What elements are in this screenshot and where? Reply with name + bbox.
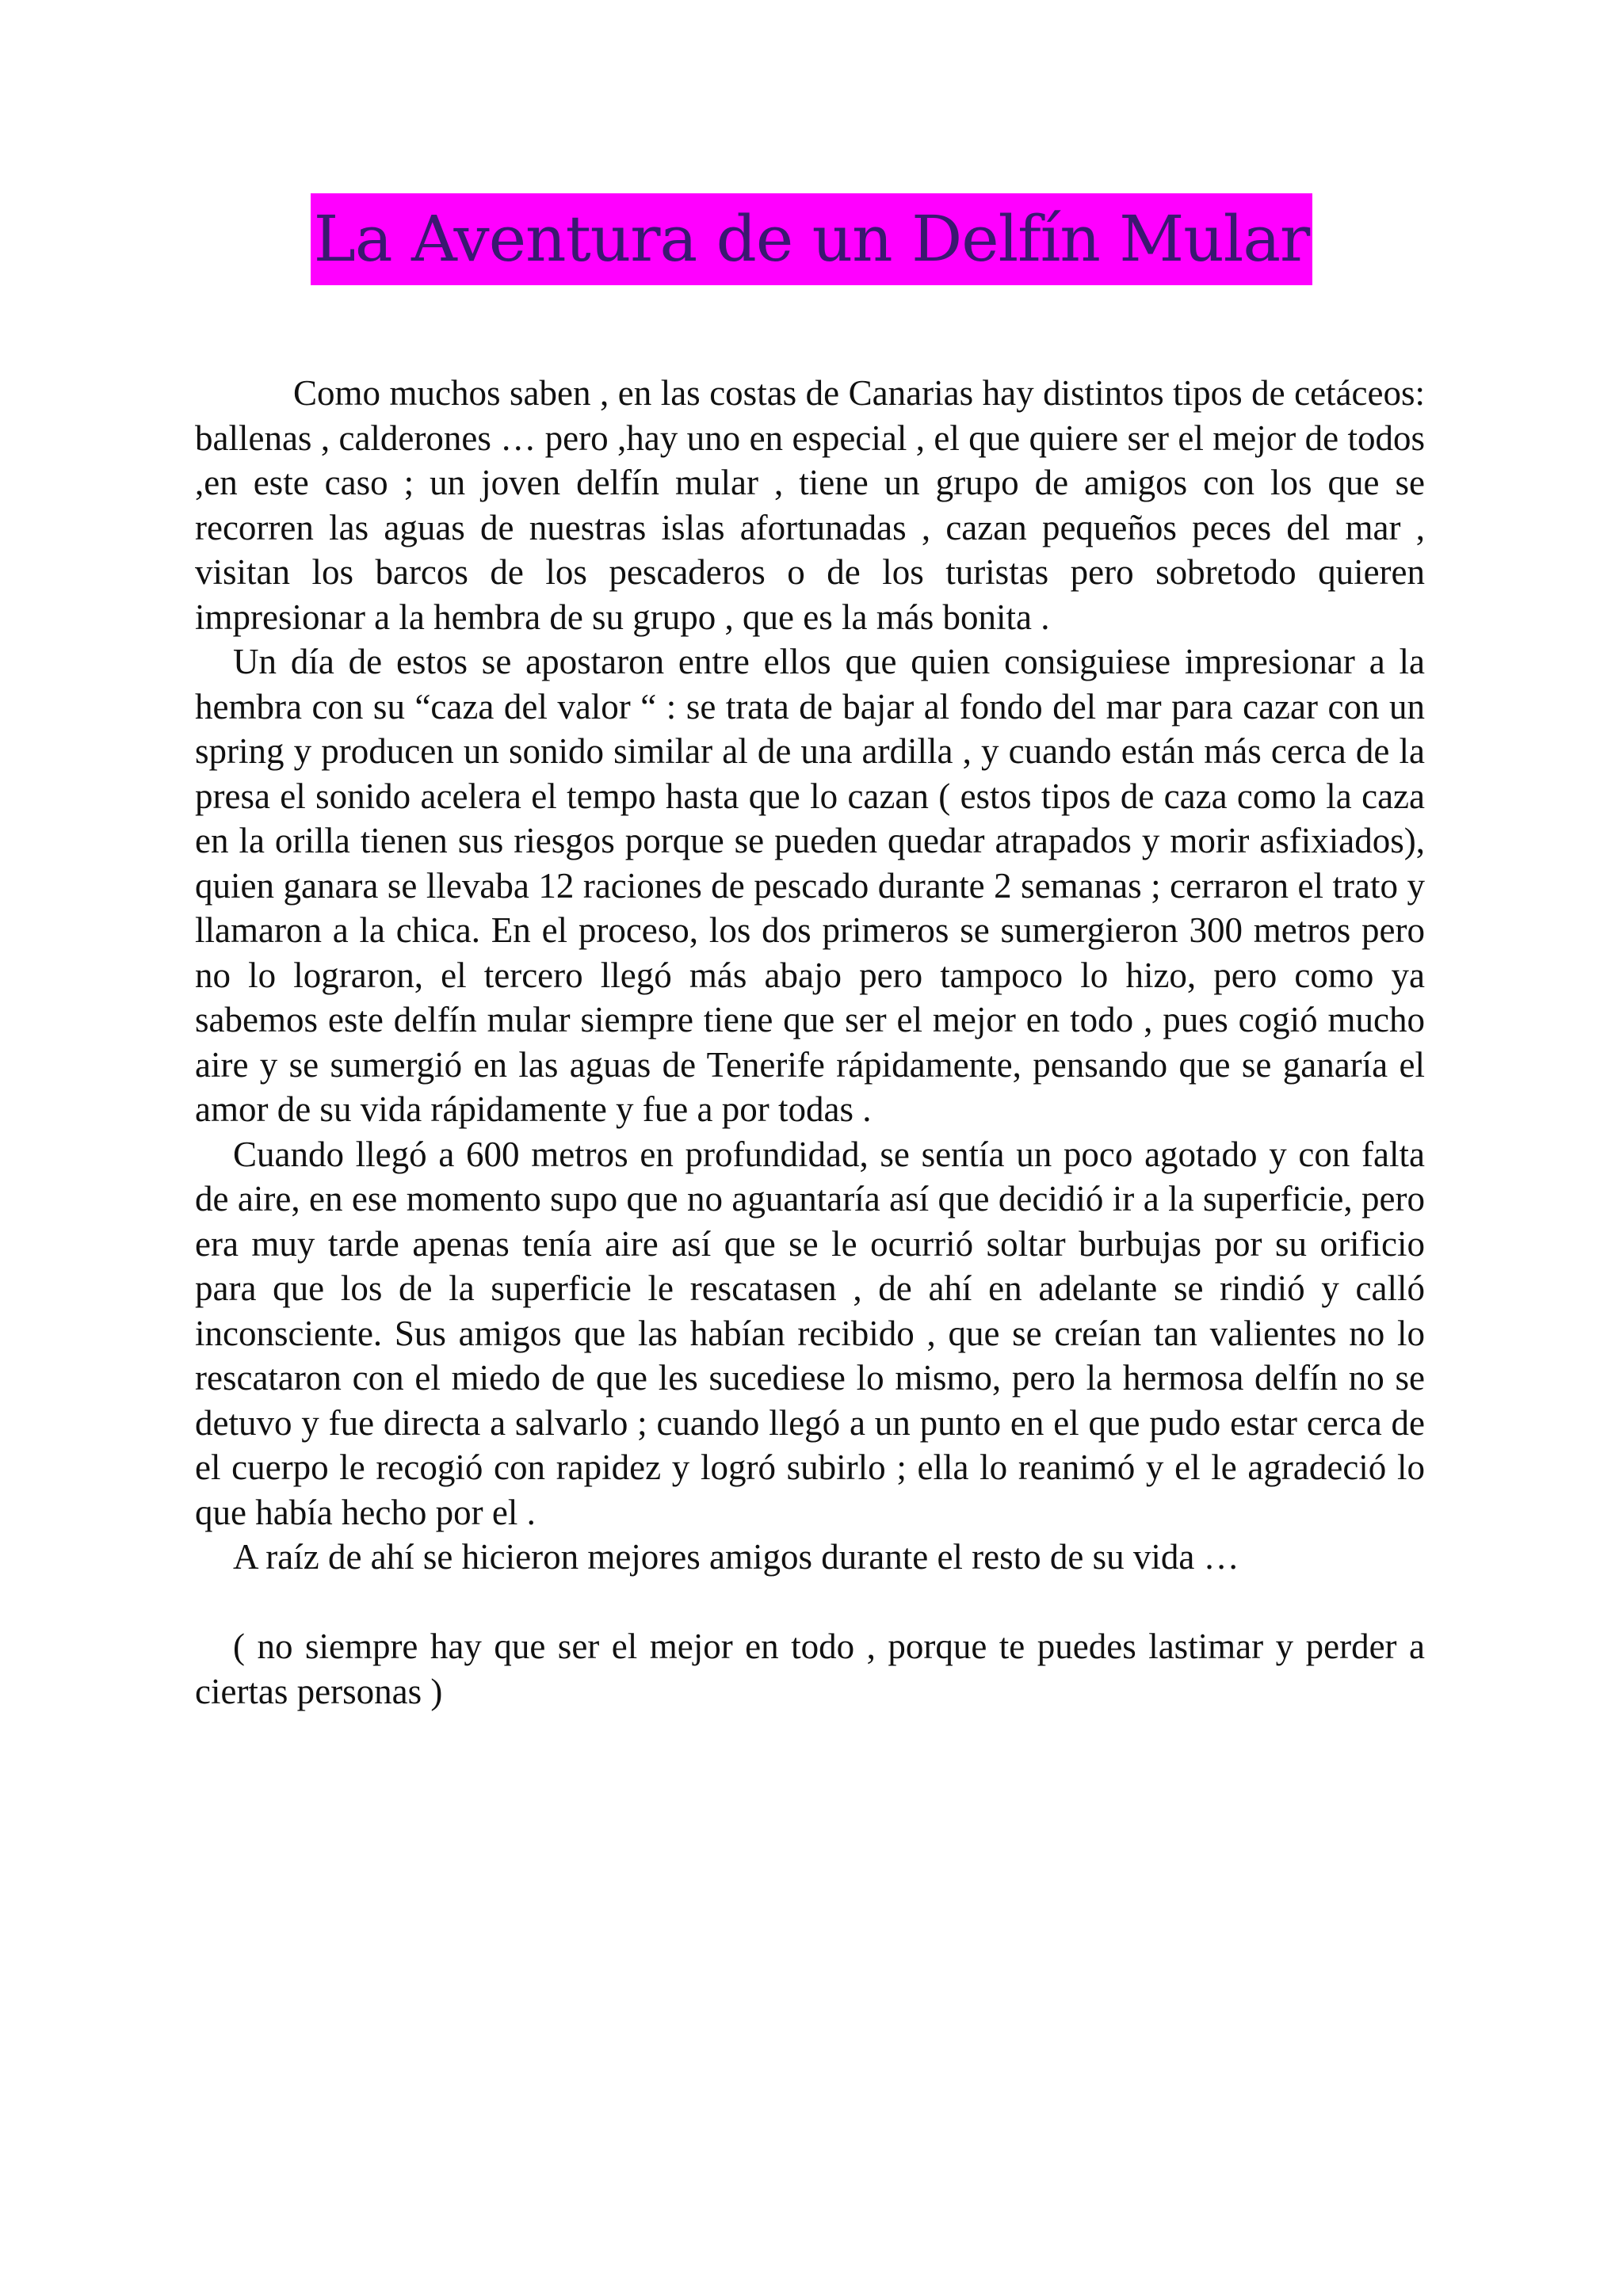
document-body	[195, 371, 1425, 1714]
document-title: La Aventura de un Delfín Mular	[311, 193, 1313, 285]
paragraph-1: Como muchos saben , en las costas de Canarias hay distintos tipos de cetáceos: ballenas , calderones … pero ,hay uno en especial , el que quiere ser el mejor de todos ,en este caso ; un joven delfín mular , tiene un grupo de amigos con los que se recorren las aguas de nuestras islas afortunadas , cazan pequeños peces del mar , visitan los barcos de los pescaderos o de los turistas pero sobretodo quieren impresionar a la hembra de su grupo , que es la más bonita .	[195, 373, 1425, 637]
paragraph-2: Un día de estos se apostaron entre ellos que quien consiguiese impresionar a la hembra con su “caza del valor “ : se trata de bajar al fondo del mar para cazar con un spring y producen un sonido similar al de una ardilla , y cuando están más cerca de la presa el sonido acelera el tempo hasta que lo cazan ( estos tipos de caza como la caza en la orilla tienen sus riesgos porque se pueden quedar atrapados y morir asfixiados), quien ganara se llevaba 12 raciones de pescado durante 2 semanas ; cerraron el trato y llamaron a la chica. En el proceso, los dos primeros se sumergieron 300 metros pero no lo lograron, el tercero llegó más abajo pero tampoco lo hizo, pero como ya sabemos este delfín mular siempre tiene que ser el mejor en todo , pues cogió mucho aire y se sumergió en las aguas de Tenerife rápidamente, pensando que se ganaría el amor de su vida rápidamente y fue a por todas .	[195, 642, 1425, 1129]
paragraph-moral: ( no siempre hay que ser el mejor en todo , porque te puedes lastimar y perder a ciertas personas )	[195, 1627, 1425, 1711]
title-container	[0, 193, 1623, 285]
paragraph-4: A raíz de ahí se hicieron mejores amigos durante el resto de su vida …	[233, 1537, 1239, 1577]
paragraph-3: Cuando llegó a 600 metros en profundidad, se sentía un poco agotado y con falta de aire, en ese momento supo que no aguantaría así que decidió ir a la superficie, pero era muy tarde apenas tenía aire así que se le ocurrió soltar burbujas por su orificio para que los de la superficie le rescatasen , de ahí en adelante se rindió y calló inconsciente. Sus amigos que las habían recibido , que se creían tan valientes no lo rescataron con el miedo de que les sucediese lo mismo, pero la hermosa delfín no se detuvo y fue directa a salvarlo ; cuando llegó a un punto en el que pudo estar cerca de el cuerpo le recogió con rapidez y logró subirlo ; ella lo reanimó y el le agradeció lo que había hecho por el .	[195, 1134, 1425, 1532]
